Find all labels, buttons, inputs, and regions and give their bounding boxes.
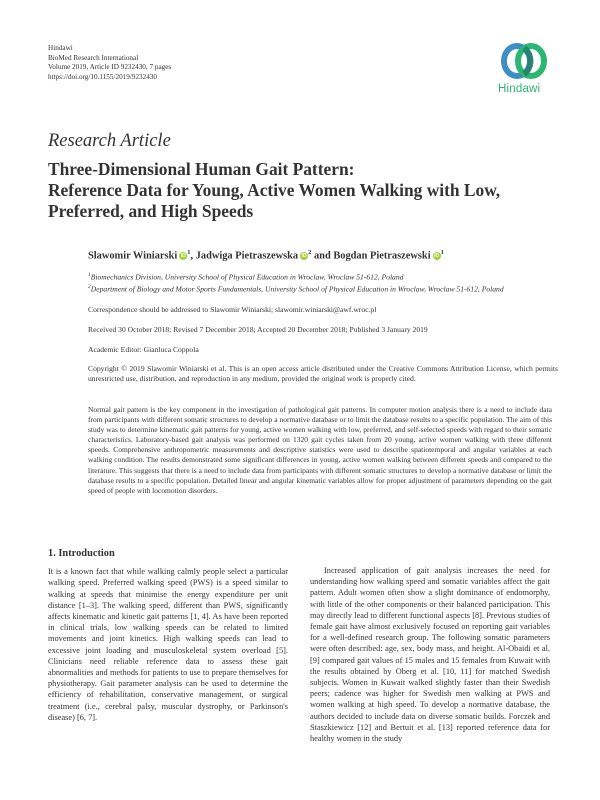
journal-name: BioMed Research International xyxy=(48,53,139,62)
affiliation xyxy=(88,284,504,294)
author-affil-mark: 2 xyxy=(308,249,312,256)
paragraph: Increased application of gait analysis increases the need for understanding how walking speed and somatic variables affect the gait pattern. Adult women often show a slight dominance of endomorphy, with little of the other components or their balanced participation. This may directly lead to different functional aspects [8]. Previous studies of female gait have almost exclusively focused on reporting gait variables for a well-defined research group. The following somatic parameters were often described: age, sex, body mass, and height. Al-Obaidi et al. [9] compared gait values of 15 males and 15 females from Kuwait with the results obtained by Oberg et al. [10, 11] for matched Swedish subjects. Women in Kuwait walked slightly faster than their Swedish peers; cadence was higher for Swedish men walking at PWS and women walking at high speed. To develop a normative database, the authors decided to include data on diverse somatic builds. Forczek and Staszkiewicz [12] and Bertuit et al. [13] reported reference data for healthy women in the study xyxy=(310,566,550,744)
author-name[interactable]: Slawomir Winiarski xyxy=(88,250,178,262)
author-separator: and xyxy=(311,250,334,262)
author-name[interactable]: Bogdan Pietraszewski xyxy=(333,250,431,262)
affiliation-number: 1 xyxy=(88,272,91,278)
affiliation xyxy=(88,272,403,282)
abstract: Normal gait pattern is the key component in the investigation of pathological gait patterns. In computer motion analysis there is a need to include data from participants with different somatic structures to develop a normative database or to limit the database results to a specific population. The aim of this study was to determine kinematic gait patterns for young, active women walking with low, preferred, and self-selected speeds with regard to their somatic characteristics. Laboratory-based gait analysis was performed on 1320 gait cycles taken from 20 young, active women walking with three different speeds. Comprehensive anthropometric measurements and descriptive statistics were used to describe spatiotemporal and angular variables at each walking condition. The results demonstrated some significant differences in young, active women walking between different speeds and compared to the literature. This suggests that there is a need to include data from participants with different somatic structures to develop a normative database or limit the database results to a specific population. Detailed linear and angular kinematic variables allow for proper adjustment of parameters depending on the gait speed of people with locomotion disorders. xyxy=(88,405,552,495)
title-line: Preferred, and High Speeds xyxy=(48,201,254,221)
publisher-name: Hindawi xyxy=(48,44,73,52)
hindawi-rings-icon xyxy=(500,40,548,82)
journal-header xyxy=(48,44,171,82)
academic-editor: Academic Editor: Gianluca Coppola xyxy=(88,345,199,354)
orcid-icon[interactable]: iD xyxy=(180,253,186,260)
body-column-left xyxy=(48,548,288,723)
author-separator: , xyxy=(190,250,196,262)
volume-info: Volume 2019, Article ID 9232430, 7 pages xyxy=(48,63,172,72)
affiliation-text: Biomechanics Division, University School of Physical Education in Wroclaw, Wroclaw 51-612, Poland xyxy=(90,272,404,282)
author-affil-mark: 1 xyxy=(187,249,191,256)
title-line: Three-Dimensional Human Gait Pattern: xyxy=(48,159,355,179)
publication-dates: Received 30 October 2018; Revised 7 December 2018; Accepted 20 December 2018; Published 3 January 2019 xyxy=(88,325,428,334)
body-column-right xyxy=(310,565,550,744)
article-type: Research Article xyxy=(48,131,171,151)
orcid-icon[interactable]: iD xyxy=(301,253,307,260)
author-affil-mark: 1 xyxy=(440,249,444,256)
copyright-notice: Copyright © 2019 Slawomir Winiarski et al. This is an open access article distributed under the Creative Commons Attribution License, which permits unrestricted use, distribution, and reproduction in any medium, provided the original work is properly cited. xyxy=(88,364,558,384)
orcid-icon[interactable]: iD xyxy=(434,253,440,260)
doi-link[interactable]: https://doi.org/10.1155/2019/9232430 xyxy=(48,72,158,81)
author-list xyxy=(88,249,444,261)
paragraph: It is a known fact that while walking calmly people select a particular walking speed. Preferred walking speed (PWS) is a speed similar to walking at speeds that minimise the energy expenditure per unit distance [1–3]. The walking speed, different than PWS, significantly affects kinematic and kinetic gait patterns [1, 4]. As have been reported in clinical trials, low walking speeds can be related to limited movements and joint kinetics. High walking speeds can lead to excessive joint loading and musculoskeletal system overload [5]. Clinicians need reliable reference data to assess these gait abnormalities and methods for patients to use to prepare themselves for physiotherapy. Gait parameter analysis can be used to determine the efficiency of rehabilitation, conservative management, or surgical treatment (i.e., cerebral palsy, muscular dystrophy, or Parkinson's disease) [6, 7]. xyxy=(48,567,288,722)
logo-wordmark: Hindawi xyxy=(498,83,541,95)
paper-title xyxy=(48,159,568,222)
section-heading: 1. Introduction xyxy=(48,548,115,559)
hindawi-logo xyxy=(492,40,558,95)
affiliation-text: Department of Biology and Motor Sports Fundamentals, University School of Physical Education in Wroclaw, Wroclaw 51-612, Poland xyxy=(90,284,504,294)
author-name[interactable]: Jadwiga Pietraszewska xyxy=(195,250,299,262)
affiliation-number: 2 xyxy=(88,284,91,290)
correspondence: Correspondence should be addressed to Slawomir Winiarski; slawomir.winiarski@awf.wroc.pl xyxy=(88,305,377,314)
title-line: Reference Data for Young, Active Women Walking with Low, xyxy=(48,180,501,200)
